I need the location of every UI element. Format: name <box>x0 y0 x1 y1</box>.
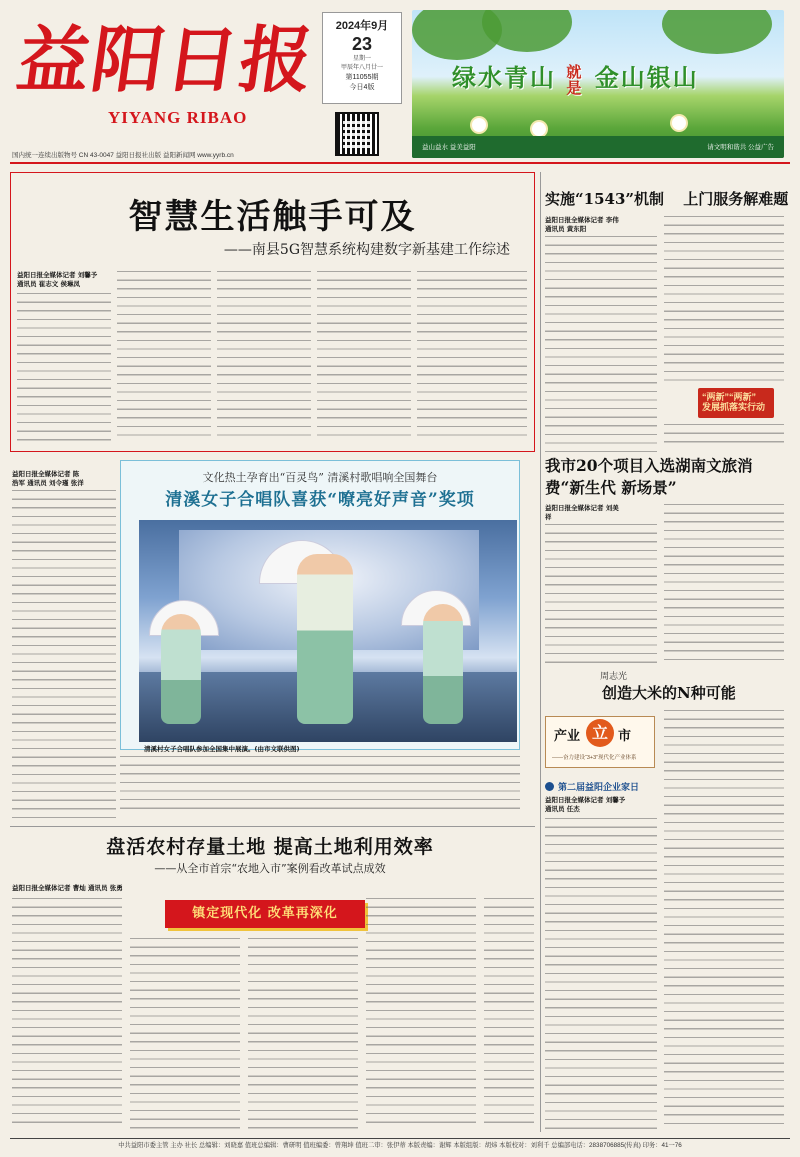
campaign-badge <box>698 388 774 418</box>
choir-headline: 清溪女子合唱队喜获“嘹亮好声音”奖项 <box>165 490 475 510</box>
slogan-left: 绿水青山 <box>452 63 556 92</box>
slogan-mid: 就是 <box>566 62 584 97</box>
flower-icon <box>532 122 546 136</box>
lead-subheadline: ——南县5G智慧系统构建数字新基建工作综述 <box>223 242 510 258</box>
performer-figure <box>423 604 463 724</box>
land-column-3 <box>248 938 358 1130</box>
weekday: 星期一 <box>352 56 371 62</box>
column-divider <box>540 172 541 1132</box>
lead-headline: 智慧生活触手可及 <box>128 197 417 237</box>
tree-icon <box>482 10 572 52</box>
right-top-headline-right: 上门服务解难题 <box>683 190 789 208</box>
lead-column-5 <box>417 271 527 443</box>
performer-figure <box>297 554 353 724</box>
land-reform-subheadline: ——从全市首宗“农地入市”案例看改革试点成效 <box>154 862 386 875</box>
right-top-column-1 <box>545 236 657 452</box>
choir-column-1 <box>12 490 116 820</box>
logo-english: YIYANG RIBAO <box>108 108 248 127</box>
right-top-byline: 益阳日报全媒体记者 李伟 通讯员 黄东阳 <box>545 216 619 233</box>
section-divider <box>10 826 535 827</box>
industry-column-logo <box>545 716 655 768</box>
land-column-4 <box>366 898 476 1130</box>
photo-caption: 清溪村女子合唱队参加全国集中展演。(由市文联供图) <box>144 745 300 753</box>
public-service-ad-banner <box>412 10 784 158</box>
publication-info: 国内统一连续出版物号 CN 43-0047 益阳日报社出版 益阳新闻网 www.yyrb.cn <box>12 152 234 159</box>
date-day: 23 <box>351 34 373 54</box>
page-count: 今日4版 <box>349 84 375 91</box>
right-top-headline-left: 实施“1543”机制 <box>545 190 665 208</box>
lead-column-1 <box>17 293 111 443</box>
issue-number: 第11055期 <box>345 74 379 81</box>
opinion-headline[interactable]: 创造大米的N种可能 <box>602 684 736 702</box>
entrepreneur-day-tag[interactable] <box>545 780 639 793</box>
right-top-column-2 <box>664 216 784 382</box>
entrepreneur-day-label: 第二届益阳企业家日 <box>558 783 640 793</box>
ad-footer-left: 益山益水 益美益阳 <box>422 144 476 151</box>
qr-code-icon[interactable] <box>335 112 379 156</box>
cultural-column-2 <box>664 504 784 664</box>
lead-column-4 <box>317 271 411 443</box>
page-footer: 中共益阳市委主管 主办 社长 总编辑：刘晓嘉 值班总编辑：曹研明 值班编委：曾翔坤 值班二审：张伊蒂 本版责编：谢辉 本版组版：胡炜 本版校对：刘利千 总编部电话：2838706885(传真) 印务：41一76 <box>10 1138 790 1152</box>
performer-figure <box>161 614 201 724</box>
land-column-5 <box>484 898 534 1130</box>
tree-icon <box>662 10 772 54</box>
industry-logo-slogan: ——奋力建设“3+3”现代化产业体系 <box>552 755 637 761</box>
land-reform-headline[interactable]: 盘活农村存量土地 提高土地利用效率 <box>106 836 434 858</box>
campaign-badge-text: “两新”“两新” 发展抓落实行动 <box>702 392 766 412</box>
entrepreneur-byline: 益阳日报全媒体记者 刘馨予 通讯员 任杰 <box>545 796 626 813</box>
lead-column-2 <box>117 271 211 443</box>
flower-icon <box>672 116 686 130</box>
choir-byline: 益阳日报全媒体记者 陈 浩军 通讯员 刘令瑾 张洋 <box>12 470 84 487</box>
land-reform-byline: 益阳日报全媒体记者 曹灿 通讯员 张勇 <box>12 884 123 892</box>
ad-slogan <box>452 58 699 96</box>
reform-ribbon-banner <box>165 900 365 928</box>
choir-kicker: 文化热土孕育出“百灵鸟” 清溪村歌唱响全国舞台 <box>202 471 438 484</box>
ad-footer-right: 请文明和谐共 公益广告 <box>707 144 774 151</box>
reform-ribbon-text: 镇定现代化 改革再深化 <box>192 906 338 921</box>
industry-logo-c: 市 <box>618 729 632 744</box>
entrepreneur-column <box>545 818 657 1130</box>
newspaper-logo[interactable] <box>12 14 321 127</box>
date-box <box>322 12 402 104</box>
cultural-projects-byline: 益阳日报全媒体记者 刘美 祥 <box>545 504 619 521</box>
masthead-divider <box>10 162 790 164</box>
land-column-2 <box>130 938 240 1130</box>
lead-article[interactable] <box>10 172 535 452</box>
slogan-right: 金山银山 <box>594 63 699 92</box>
cultural-column-1 <box>545 524 657 664</box>
lead-byline: 益阳日报全媒体记者 刘馨予 通讯员 崔志文 侯琳凤 <box>17 271 98 288</box>
flower-icon <box>472 118 486 132</box>
right-top-headline[interactable] <box>545 188 788 209</box>
cultural-projects-headline[interactable]: 我市20个项目入选湖南文旅消费“新生代 新场景” <box>545 456 753 497</box>
ad-footer-bar <box>412 136 784 158</box>
choir-column-2 <box>120 756 520 810</box>
date-year-month: 2024年9月 <box>335 20 389 32</box>
lunar-date: 甲辰年八月廿一 <box>340 65 383 71</box>
lead-column-3 <box>217 271 311 443</box>
logo-chinese: 益阳日报 <box>12 17 321 102</box>
opinion-author: 周志光 <box>600 672 628 682</box>
land-column-1 <box>12 898 122 1130</box>
bullet-icon <box>545 782 554 791</box>
industry-logo-a: 产业 <box>554 729 581 744</box>
choir-photo[interactable] <box>139 520 517 742</box>
opinion-column <box>664 710 784 1130</box>
industry-logo-b: 立 <box>586 719 614 747</box>
right-top-column-3 <box>664 424 784 450</box>
